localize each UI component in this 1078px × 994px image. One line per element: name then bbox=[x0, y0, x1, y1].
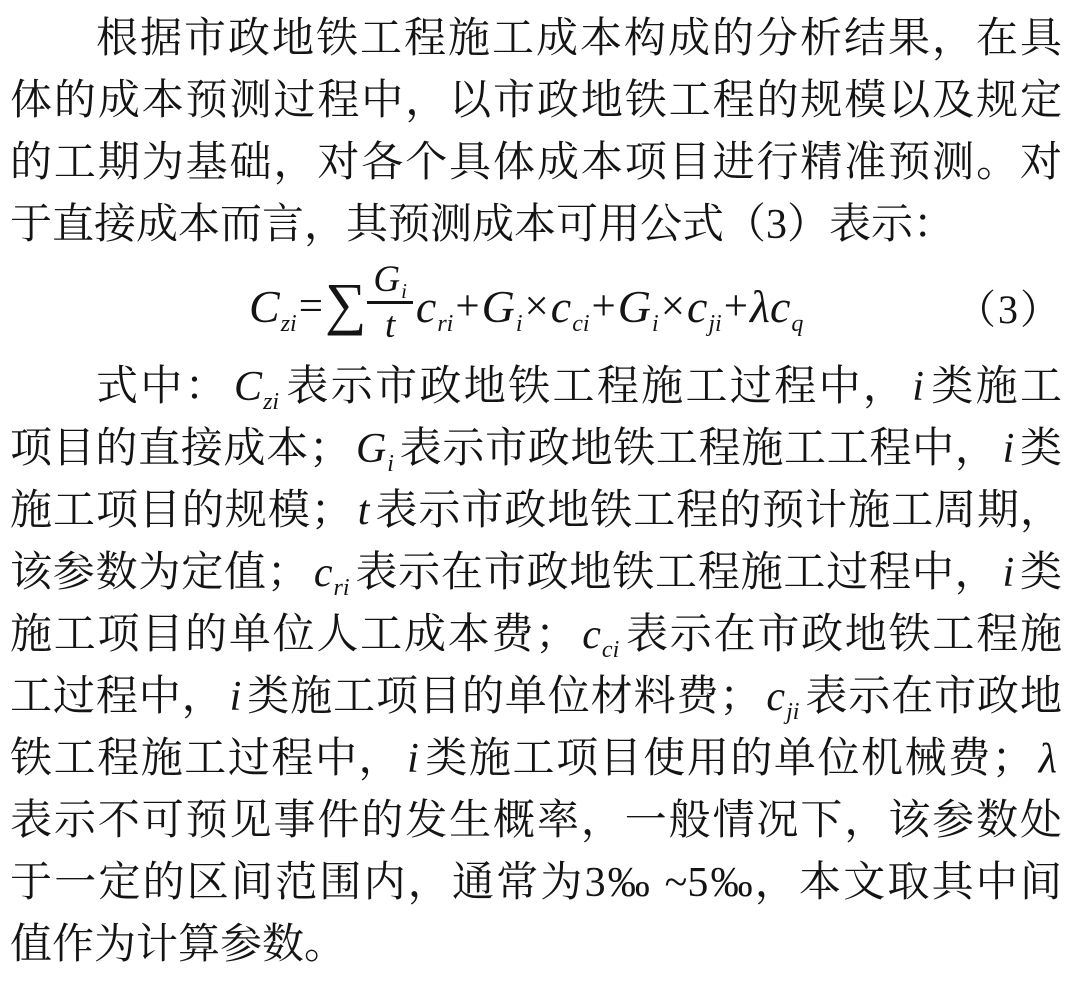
text-line bbox=[10, 70, 1062, 132]
plus-sign: + bbox=[591, 282, 616, 330]
fraction-numerator: $G_i$ bbox=[373, 258, 407, 303]
text-run: 施工项目的单位人工成本费； bbox=[10, 612, 578, 658]
text-run: 根据市政地铁工程施工成本构成的分析结果，在具 bbox=[96, 16, 1062, 62]
math-var: $G_i$ bbox=[355, 426, 394, 477]
text-run: 类 bbox=[1019, 426, 1062, 472]
fraction-denominator: t bbox=[367, 301, 413, 348]
text-run: 表示在市政地 bbox=[804, 674, 1062, 720]
times-sign: × bbox=[524, 282, 549, 330]
text-line bbox=[10, 8, 1062, 70]
text-run: 表示市政地铁工程的预计施工周期， bbox=[374, 488, 1062, 534]
text-run: 工过程中， bbox=[10, 674, 225, 720]
text-run: 表示在市政地铁工程施 bbox=[624, 612, 1062, 658]
text-run: 值作为计算参数。 bbox=[10, 922, 347, 968]
text-run: 类施工项目的单位材料费； bbox=[246, 674, 762, 720]
math-var: i bbox=[912, 364, 924, 410]
text-line bbox=[10, 356, 1062, 418]
text-run: 体的成本预测过程中，以市政地铁工程的规模以及规定 bbox=[10, 78, 1062, 124]
var-Gi: $G_i$ bbox=[481, 280, 523, 337]
text-line bbox=[10, 666, 1062, 728]
var-cri: $c_{ri}$ bbox=[415, 280, 454, 337]
math-var: i bbox=[1002, 426, 1015, 472]
text-line bbox=[10, 728, 1062, 790]
var-lambda-cq: $\lambda c_q$ bbox=[750, 280, 804, 337]
text-line bbox=[10, 914, 1062, 976]
text-line bbox=[10, 132, 1062, 194]
math-var: t bbox=[357, 488, 370, 534]
text-run: 式中： bbox=[96, 364, 230, 410]
math-var: i bbox=[1002, 550, 1015, 596]
plus-sign: + bbox=[455, 282, 480, 330]
math-var: $c_{ri}$ bbox=[313, 550, 350, 601]
paragraph-2 bbox=[10, 356, 1062, 976]
text-run: 项目的直接成本； bbox=[10, 426, 351, 472]
fraction-Gi-over-t bbox=[367, 259, 413, 348]
math-var: $C_{zi}$ bbox=[234, 364, 280, 415]
text-run: 铁工程施工过程中， bbox=[10, 736, 403, 782]
text-line bbox=[10, 790, 1062, 852]
text-run: 类施工 bbox=[928, 364, 1062, 410]
sigma-symbol: ∑ bbox=[324, 271, 367, 336]
text-run: 表示市政地铁工程施工过程中， bbox=[284, 364, 908, 410]
text-run: 类 bbox=[1019, 550, 1062, 596]
text-line bbox=[10, 542, 1062, 604]
var-Gi: $G_i$ bbox=[617, 280, 659, 337]
text-line bbox=[10, 604, 1062, 666]
text-run: 于一定的区间范围内，通常为3‰ ~5‰，本文取其中间 bbox=[10, 860, 1062, 906]
math-var: $c_{ji}$ bbox=[766, 674, 800, 725]
text-line bbox=[10, 418, 1062, 480]
var-Czi: $C_{zi}$ bbox=[249, 280, 297, 337]
equation-number: （3） bbox=[956, 286, 1062, 332]
math-var: i bbox=[229, 674, 242, 720]
text-run: 的工期为基础，对各个具体成本项目进行精准预测。对 bbox=[10, 140, 1062, 186]
text-line bbox=[10, 480, 1062, 542]
text-run: 表示不可预见事件的发生概率，一般情况下，该参数处 bbox=[10, 798, 1062, 844]
var-cci: $c_{ci}$ bbox=[550, 280, 590, 337]
math-var: λ bbox=[1038, 736, 1057, 782]
paragraph-1 bbox=[10, 8, 1062, 256]
text-run: 该参数为定值； bbox=[10, 550, 309, 596]
text-line bbox=[10, 852, 1062, 914]
equation-row bbox=[10, 256, 1062, 356]
text-run: 表示在市政地铁工程施工过程中， bbox=[354, 550, 998, 596]
times-sign: × bbox=[660, 282, 685, 330]
plus-sign: + bbox=[723, 282, 748, 330]
equation-3 bbox=[248, 258, 804, 351]
text-run: 表示市政地铁工程施工工程中， bbox=[398, 426, 998, 472]
math-var: $c_{ci}$ bbox=[582, 612, 620, 663]
text-run: 类施工项目使用的单位机械费； bbox=[423, 736, 1034, 782]
text-run: 施工项目的规模； bbox=[10, 488, 353, 534]
text-line bbox=[10, 194, 1062, 256]
equals-sign: = bbox=[298, 282, 323, 330]
math-var: i bbox=[407, 736, 419, 782]
var-cji: $c_{ji}$ bbox=[686, 280, 722, 337]
text-run: 于直接成本而言，其预测成本可用公式（3）表示： bbox=[10, 202, 956, 248]
